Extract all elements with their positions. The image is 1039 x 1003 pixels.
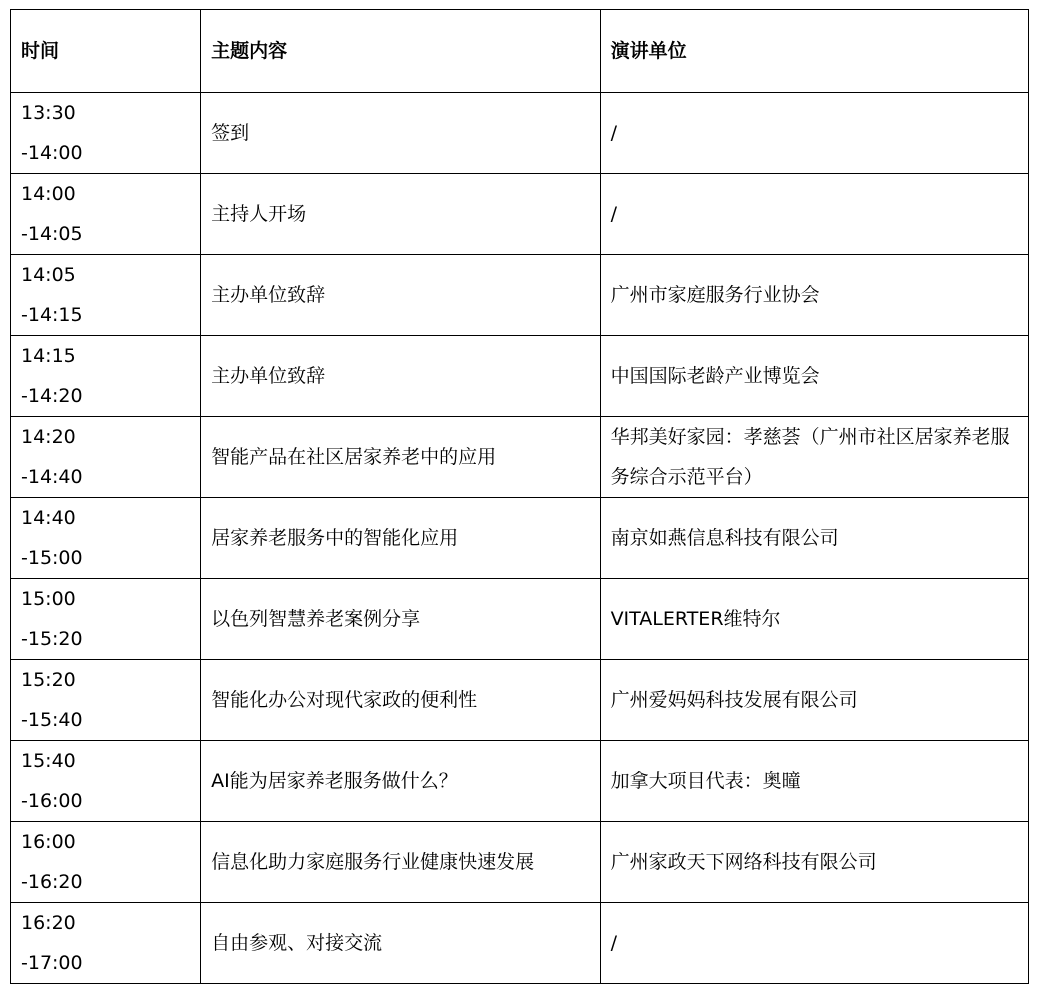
- time-start: 14:15: [21, 345, 76, 367]
- speaker-cell: 南京如燕信息科技有限公司: [600, 498, 1028, 579]
- topic-cell: 主办单位致辞: [201, 336, 600, 417]
- table-row: [11, 336, 1029, 417]
- topic-cell: 签到: [201, 93, 600, 174]
- time-cell: [11, 822, 201, 903]
- time-start: 16:00: [21, 831, 76, 853]
- header-topic: 主题内容: [201, 10, 600, 93]
- speaker-cell: 广州市家庭服务行业协会: [600, 255, 1028, 336]
- time-cell: [11, 93, 201, 174]
- time-cell: [11, 336, 201, 417]
- time-end: -14:20: [21, 385, 83, 407]
- time-end: -17:00: [21, 952, 83, 974]
- topic-cell: 主办单位致辞: [201, 255, 600, 336]
- time-start: 15:00: [21, 588, 76, 610]
- time-end: -15:20: [21, 628, 83, 650]
- table-row: [11, 903, 1029, 984]
- table-row: [11, 579, 1029, 660]
- topic-cell: 自由参观、对接交流: [201, 903, 600, 984]
- speaker-cell: VITALERTER维特尔: [600, 579, 1028, 660]
- table-row: [11, 255, 1029, 336]
- table-body: [11, 93, 1029, 984]
- speaker-cell: 广州家政天下网络科技有限公司: [600, 822, 1028, 903]
- table-row: [11, 417, 1029, 498]
- time-end: -14:00: [21, 142, 83, 164]
- table-row: [11, 741, 1029, 822]
- speaker-cell: /: [600, 174, 1028, 255]
- time-cell: [11, 174, 201, 255]
- table-row: [11, 93, 1029, 174]
- time-start: 15:40: [21, 750, 76, 772]
- time-cell: [11, 498, 201, 579]
- time-start: 14:05: [21, 264, 76, 286]
- time-cell: [11, 903, 201, 984]
- time-start: 16:20: [21, 912, 76, 934]
- time-start: 14:00: [21, 183, 76, 205]
- speaker-cell: /: [600, 903, 1028, 984]
- time-start: 15:20: [21, 669, 76, 691]
- schedule-table: [10, 9, 1029, 984]
- time-end: -14:15: [21, 304, 83, 326]
- table-row: [11, 174, 1029, 255]
- time-end: -16:20: [21, 871, 83, 893]
- time-cell: [11, 417, 201, 498]
- time-cell: [11, 255, 201, 336]
- speaker-cell: 华邦美好家园：孝慈荟（广州市社区居家养老服务综合示范平台）: [600, 417, 1028, 498]
- time-end: -16:00: [21, 790, 83, 812]
- table-header: [11, 10, 1029, 93]
- speaker-cell: 广州爱妈妈科技发展有限公司: [600, 660, 1028, 741]
- table-row: [11, 498, 1029, 579]
- topic-cell: 主持人开场: [201, 174, 600, 255]
- time-cell: [11, 579, 201, 660]
- header-speaker: 演讲单位: [600, 10, 1028, 93]
- topic-cell: 信息化助力家庭服务行业健康快速发展: [201, 822, 600, 903]
- table-row: [11, 660, 1029, 741]
- time-end: -14:05: [21, 223, 83, 245]
- time-end: -14:40: [21, 466, 83, 488]
- time-start: 14:20: [21, 426, 76, 448]
- topic-cell: 智能产品在社区居家养老中的应用: [201, 417, 600, 498]
- header-time: 时间: [11, 10, 201, 93]
- speaker-cell: 中国国际老龄产业博览会: [600, 336, 1028, 417]
- topic-cell: 智能化办公对现代家政的便利性: [201, 660, 600, 741]
- time-start: 13:30: [21, 102, 76, 124]
- speaker-cell: /: [600, 93, 1028, 174]
- time-end: -15:00: [21, 547, 83, 569]
- topic-cell: AI能为居家养老服务做什么？: [201, 741, 600, 822]
- time-cell: [11, 741, 201, 822]
- table-row: [11, 822, 1029, 903]
- speaker-cell: 加拿大项目代表：奥曈: [600, 741, 1028, 822]
- time-cell: [11, 660, 201, 741]
- topic-cell: 以色列智慧养老案例分享: [201, 579, 600, 660]
- topic-cell: 居家养老服务中的智能化应用: [201, 498, 600, 579]
- header-row: [11, 10, 1029, 93]
- time-end: -15:40: [21, 709, 83, 731]
- time-start: 14:40: [21, 507, 76, 529]
